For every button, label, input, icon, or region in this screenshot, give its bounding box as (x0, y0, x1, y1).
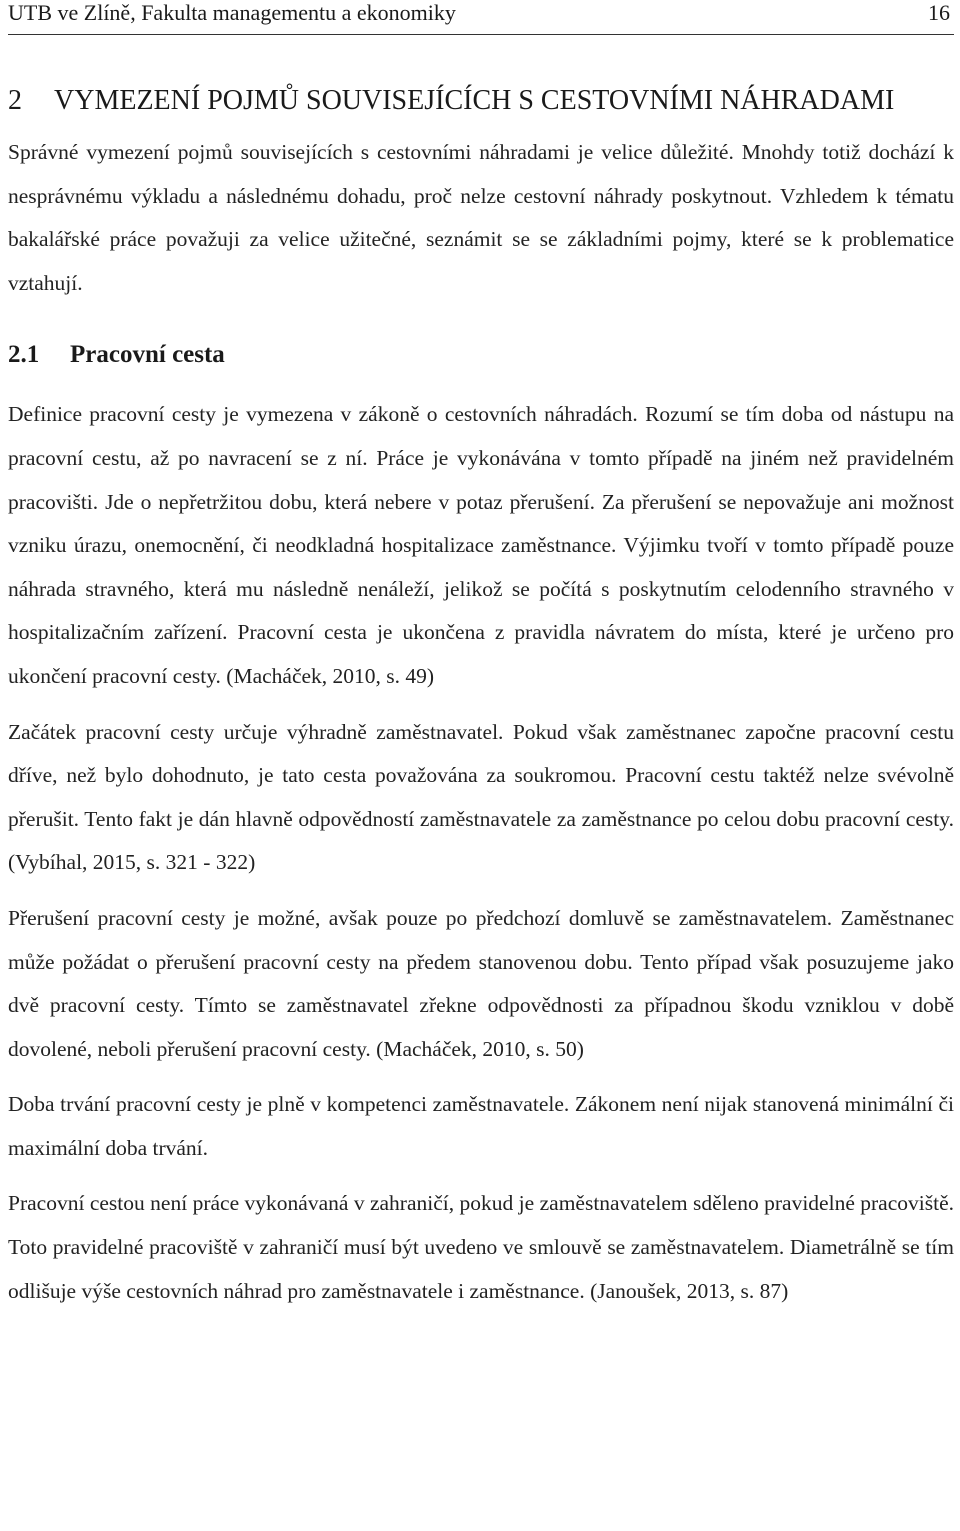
body-paragraph-3: Přerušení pracovní cesty je možné, avšak pouze po předchozí domluvě se zaměstnavatelem. Zaměstnanec může požádat o přerušení pracovní cesty na předem stanovenou dobu. Tento případ však posuzujeme jako dvě pracovní cesty. Tímto se zaměstnavatel zřekne odpovědnosti za případnou škodu vzniklou v době dovolené, neboli přerušení pracovní cesty. (Macháček, 2010, s. 50) (8, 905, 954, 1061)
chapter-title: VYMEZENÍ POJMŮ SOUVISEJÍCÍCH S CESTOVNÍMI NÁHRADAMI (54, 85, 895, 116)
document-page (8, 0, 954, 1313)
header-title: UTB ve Zlíně, Fakulta managementu a ekonomiky (8, 0, 456, 25)
body-paragraph-4: Doba trvání pracovní cesty je plně v kompetenci zaměstnavatele. Zákonem není nijak stanovená minimální či maximální doba trvání. (8, 1092, 954, 1160)
page-number: 16 (928, 0, 950, 25)
section-number: 2.1 (8, 341, 40, 369)
section-title: Pracovní cesta (70, 341, 225, 369)
running-header (8, 0, 954, 35)
body-paragraph-2: Začátek pracovní cesty určuje výhradně zaměstnavatel. Pokud však zaměstnanec započne pracovní cestu dříve, než bylo dohodnuto, je tato cesta považována za soukromou. Pracovní cestu taktéž nelze svévolně přerušit. Tento fakt je dán hlavně odpovědností zaměstnavatele za zaměstnance po celou dobu pracovní cesty. (Vybíhal, 2015, s. 321 - 322) (8, 719, 954, 875)
body-paragraph-1: Definice pracovní cesty je vymezena v zákoně o cestovních náhradách. Rozumí se tím doba od nástupu na pracovní cestu, až po navracení se z ní. Práce je vykonávána v tomto případě na jiném než pravidelném pracovišti. Jde o nepřetržitou dobu, která nebere v potaz přerušení. Za přerušení se nepovažuje ani možnost vzniku úrazu, onemocnění, či neodkladná hospitalizace zaměstnance. Výjimku tvoří v tomto případě pouze náhrada stravného, která mu následně nenáleží, jelikož se počítá s poskytnutím celodenního stravného v hospitalizačním zařízení. Pracovní cesta je ukončena z pravidla návratem do místa, které je určeno pro ukončení pracovní cesty. (Macháček, 2010, s. 49) (8, 402, 954, 688)
chapter-number: 2 (8, 85, 22, 116)
body-paragraph-5: Pracovní cestou není práce vykonávaná v zahraničí, pokud je zaměstnavatelem sděleno pravidelné pracoviště. Toto pravidelné pracoviště v zahraničí musí být uvedeno ve smlouvě se zaměstnavatelem. Diametrálně se tím odlišuje výše cestovních náhrad pro zaměstnavatele i zaměstnance. (Janoušek, 2013, s. 87) (8, 1191, 954, 1303)
section-heading (8, 337, 954, 373)
intro-paragraph: Správné vymezení pojmů souvisejících s cestovními náhradami je velice důležité. Mnohdy totiž dochází k nesprávnému výkladu a následnému dohadu, proč nelze cestovní náhrady poskytnout. Vzhledem k tématu bakalářské práce považuji za velice užitečné, seznámit se se základními pojmy, které se k problematice vztahují. (8, 140, 954, 295)
chapter-heading (8, 79, 954, 123)
